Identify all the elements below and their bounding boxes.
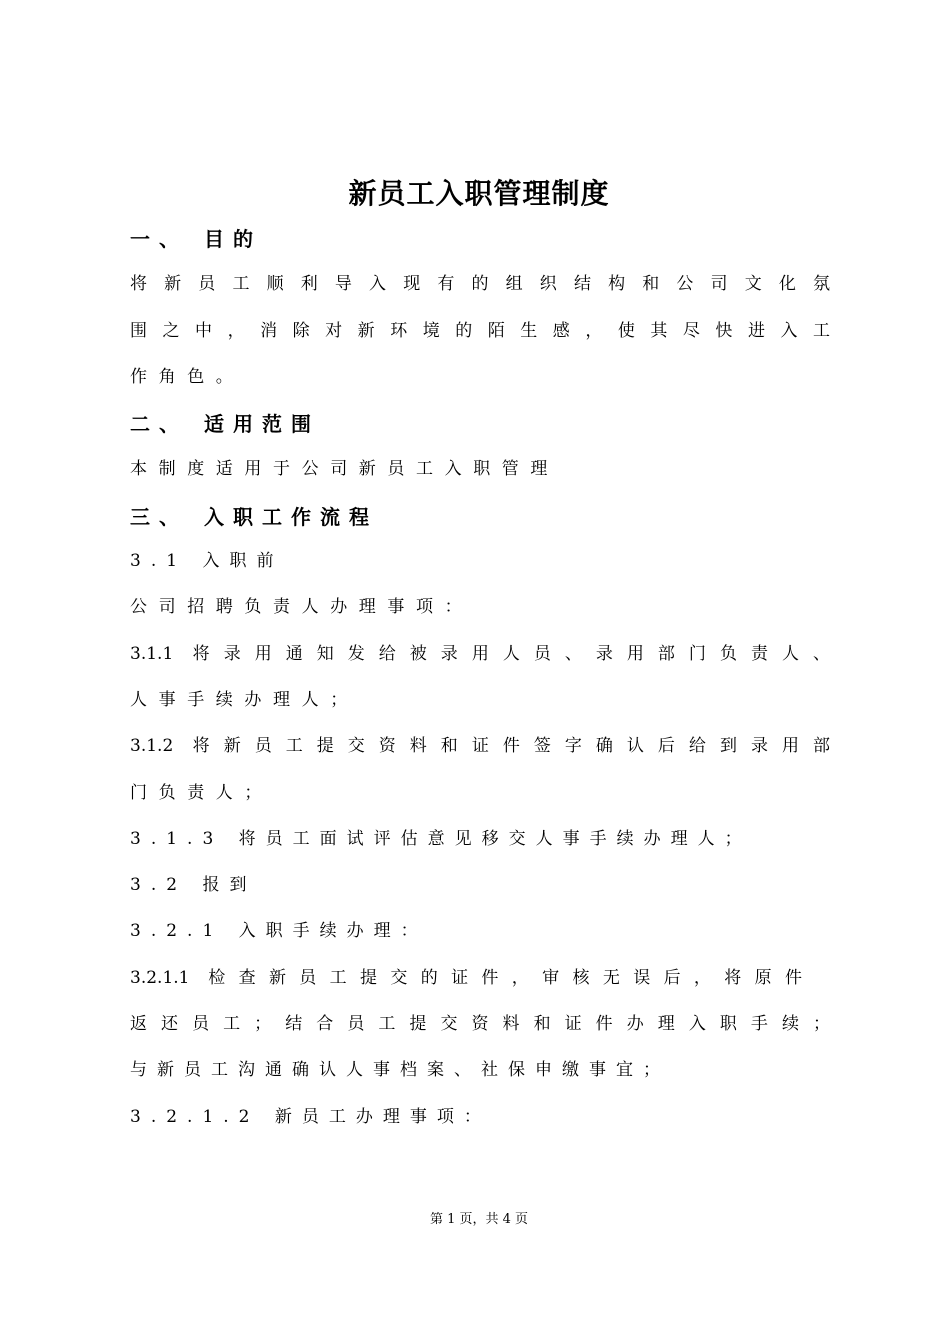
page-number-footer: 第 1 页，共 4 页	[429, 1212, 529, 1227]
paragraph-line: 围之中，消除对新环境的陌生感，使其尽快进入工	[130, 321, 830, 341]
document-title: 新员工入职管理制度	[348, 177, 610, 210]
section-heading-purpose: 一、 目的	[130, 227, 262, 251]
paragraph-line: 将新员工顺利导入现有的组织结构和公司文化氛	[130, 274, 830, 294]
paragraph-line: 公司招聘负责人办理事项：	[130, 597, 474, 617]
paragraph-line: 作角色。	[130, 367, 245, 387]
paragraph-line: 3.1.2 将新员工提交资料和证件签字确认后给到录用部	[130, 736, 830, 756]
paragraph-line: 与新员工沟通确认人事档案、社保申缴事宜；	[130, 1060, 670, 1080]
paragraph-line: 返还员工；结合员工提交资料和证件办理入职手续；	[130, 1014, 830, 1034]
paragraph-line: 门负责人；	[130, 783, 273, 803]
paragraph-line: 3.1 入职前	[130, 551, 284, 571]
paragraph-line: 3.2.1.2 新员工办理事项：	[130, 1107, 491, 1127]
section-heading-process: 三、 入职工作流程	[130, 505, 378, 529]
paragraph-line: 3.1.3 将员工面试评估意见移交人事手续办理人；	[130, 829, 752, 849]
paragraph-line: 3.1.1 将录用通知发给被录用人员、录用部门负责人、	[130, 644, 830, 664]
paragraph-line: 3.2 报到	[130, 875, 257, 895]
paragraph-line: 3.2.1.1 检查新员工提交的证件，审核无误后，将原件	[130, 968, 802, 988]
section-heading-scope: 二、 适用范围	[130, 412, 320, 436]
paragraph-line: 3.2.1 入职手续办理：	[130, 921, 428, 941]
paragraph-line: 人事手续办理人；	[130, 690, 359, 710]
paragraph-line: 本制度适用于公司新员工入职管理	[130, 459, 559, 479]
